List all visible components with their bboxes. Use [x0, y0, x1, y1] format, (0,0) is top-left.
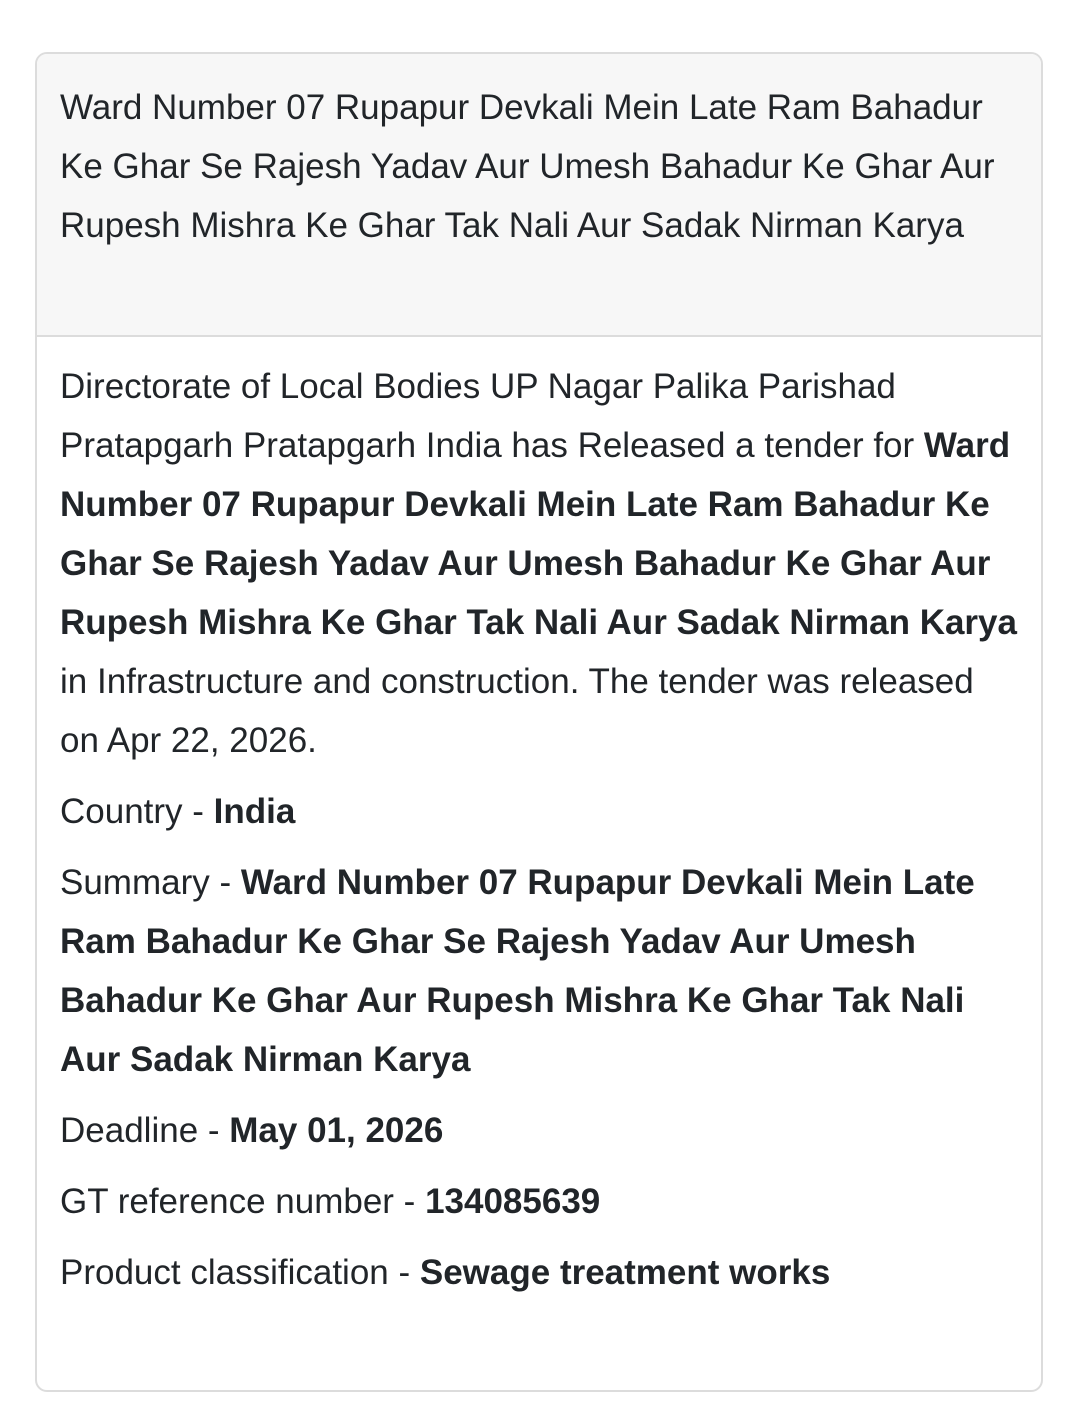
field-product-classification [60, 1243, 1021, 1302]
field-gt-reference [60, 1172, 1021, 1231]
field-summary [60, 853, 1021, 1089]
field-value: Ward Number 07 Rupapur Devkali Mein Late Ram Bahadur Ke Ghar Se Rajesh Yadav Aur Umesh Bahadur Ke Ghar Aur Rupesh Mishra Ke Ghar Tak Nali Aur Sadak Nirman Karya [60, 863, 975, 1079]
tender-title: Ward Number 07 Rupapur Devkali Mein Late Ram Bahadur Ke Ghar Se Rajesh Yadav Aur Umesh Bahadur Ke Ghar Aur Rupesh Mishra Ke Ghar Tak Nali Aur Sadak Nirman Karya [37, 54, 1041, 337]
description-prefix: Directorate of Local Bodies UP Nagar Palika Parishad Pratapgarh Pratapgarh India has Released a tender for [60, 367, 924, 465]
field-label: Country - [60, 792, 214, 831]
field-label: Product classification - [60, 1253, 420, 1292]
field-value: India [213, 792, 296, 831]
tender-details [37, 337, 1041, 1302]
tender-description [60, 357, 1021, 770]
tender-card [35, 52, 1043, 1392]
field-label: GT reference number - [60, 1182, 426, 1221]
description-tender-name: Ward Number 07 Rupapur Devkali Mein Late Ram Bahadur Ke Ghar Se Rajesh Yadav Aur Umesh Bahadur Ke Ghar Aur Rupesh Mishra Ke Ghar Tak Nali Aur Sadak Nirman Karya [60, 426, 1017, 642]
field-country [60, 782, 1021, 841]
field-label: Deadline - [60, 1111, 230, 1150]
description-suffix: in Infrastructure and construction. The tender was released on Apr 22, 2026. [60, 662, 974, 760]
field-value: 134085639 [425, 1182, 601, 1221]
field-deadline [60, 1101, 1021, 1160]
field-label: Summary - [60, 863, 241, 902]
field-value: May 01, 2026 [229, 1111, 444, 1150]
field-value: Sewage treatment works [419, 1253, 831, 1292]
